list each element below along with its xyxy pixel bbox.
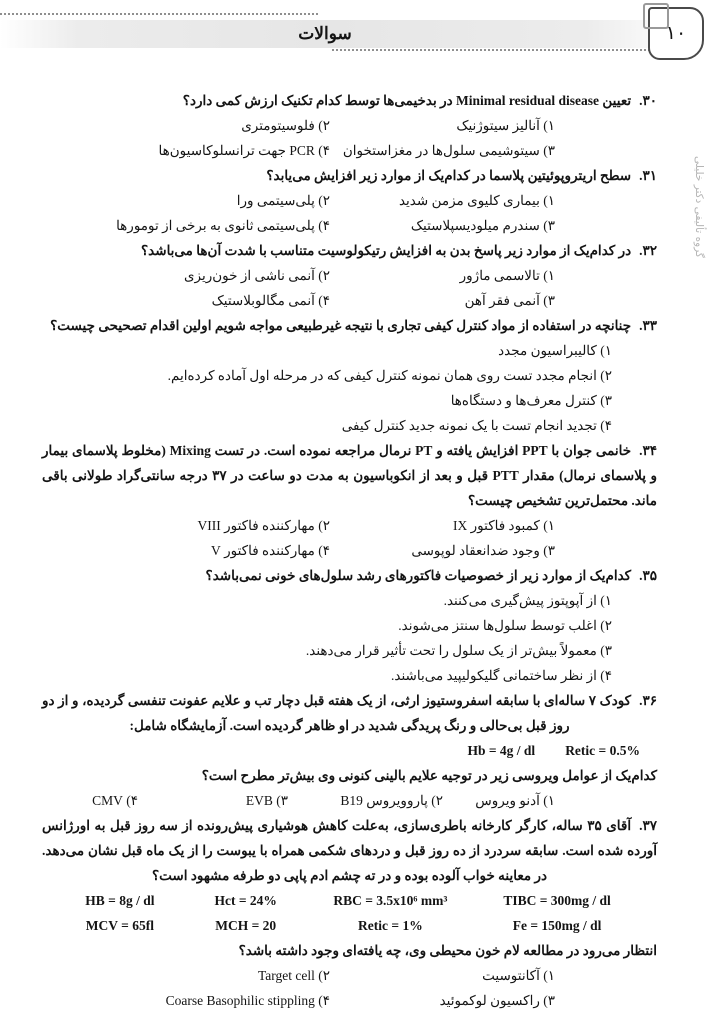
question-stem: ۳۲.در کدام‌یک از موارد زیر پاسخ بدن به افزایش رتیکولوسیت متناسب با شدت آن‌ها می‌باشد؟: [141, 243, 657, 258]
lab-value: RBC = 3.5x10⁶ mm³: [333, 893, 448, 908]
questions-list: [42, 88, 657, 1013]
answer-option: ۳) سیتوشیمی سلول‌ها در مغزاستخوان: [342, 143, 555, 158]
page-title: سوالات: [298, 24, 352, 43]
question-number: ۳۲.: [639, 243, 657, 258]
question-stem-continued: انتظار می‌رود در مطالعه لام خون محیطی وی، چه یافته‌ای وجود داشته باشد؟: [238, 943, 657, 958]
answer-option: ۴) پلی‌سیتمی ثانوی به برخی از تومورها: [116, 218, 330, 233]
answer-option: ۳) معمولاً بیش‌تر از یک سلول را تحت تأثیر قرار می‌دهند.: [305, 643, 612, 658]
options-group: [42, 338, 657, 438]
lab-value: Retic = 1%: [358, 918, 423, 933]
answer-option: ۲) مهارکننده فاکتور VIII: [197, 518, 330, 533]
answer-option: ۱) از آپوپتوز پیش‌گیری می‌کنند.: [443, 593, 612, 608]
header-title-bar: [0, 20, 650, 48]
options-group: [42, 588, 657, 688]
question-block: [42, 238, 657, 313]
question-stem: ۳۰.تعیین Minimal residual disease در بدخیمی‌ها توسط کدام تکنیک ارزش کمی دارد؟: [182, 93, 657, 108]
lab-value: Hct = 24%: [214, 893, 277, 908]
lab-value: Hb = 4g / dl: [467, 743, 536, 758]
page-number: ۱۰: [665, 23, 687, 44]
answer-option: ۲) پلی‌سیتمی ورا: [236, 193, 330, 208]
page-number-badge-square-icon: [643, 3, 669, 29]
question-stem: ۳۶.کودک ۷ ساله‌ای با سابقه اسفروستیوز ارثی، از یک هفته قبل دچار تب و علایم عفونت تنفسی گردیده، و از دو روز قبل بی‌حالی و رنگ پریدگی شدید در او ظاهر گردیده است. آزمایشگاه شامل:: [42, 693, 657, 733]
answer-option: ۱) بیماری کلیوی مزمن شدید: [398, 193, 555, 208]
question-stem: ۳۵.کدام‌یک از موارد زیر از خصوصیات فاکتورهای رشد سلول‌های خونی نمی‌باشد؟: [205, 568, 657, 583]
question-block: [42, 163, 657, 238]
lab-value: TIBC = 300mg / dl: [503, 893, 611, 908]
header-dotted-line-bottom: [332, 49, 650, 51]
answer-option: ۲) پاروویروس B19: [340, 793, 443, 808]
answer-option: ۳) وجود ضدانعقاد لوپوسی: [411, 543, 555, 558]
answer-option: ۳) کنترل معرف‌ها و دستگاه‌ها: [450, 393, 612, 408]
options-group: [42, 513, 657, 563]
question-stem: ۳۴.خانمی جوان با PPT افزایش یافته و PT نرمال مراجعه نموده است. در تست Mixing (مخلوط پلاسمای بیمار و پلاسمای نرمال) مقدار PTT قبل و بعد از انکوباسیون به مدت دو ساعت در ۳۷ درجه سانتی‌گراد طولانی باقی ماند. محتمل‌ترین تشخیص چیست؟: [42, 443, 657, 508]
question-block: [42, 313, 657, 438]
answer-option: ۳) آنمی فقر آهن: [464, 293, 555, 308]
answer-option: ۳) سندرم میلودیسپلاستیک: [410, 218, 555, 233]
question-number: ۳۳.: [639, 318, 657, 333]
answer-option: ۱) آکانتوسیت: [482, 968, 555, 983]
answer-option: ۴) Coarse Basophilic stippling: [165, 993, 330, 1008]
lab-value: MCH = 20: [215, 918, 277, 933]
question-stem: ۳۷.آقای ۳۵ ساله، کارگر کارخانه باطری‌سازی، به‌علت کاهش هوشیاری پیش‌رونده از سه روز قبل به اورژانس آورده شده است. سابقه سردرد از ده روز قبل و دردهای شکمی همراه با یبوست را از یک ماه قبل نشان می‌دهد. در معاینه خواب آلوده بوده و در ته چشم ادم پاپی دو طرفه مشهود است؟: [42, 818, 657, 883]
question-block: [42, 438, 657, 563]
question-stem-continued: کدام‌یک از عوامل ویروسی زیر در توجیه علایم بالینی کنونی وی بیش‌تر مطرح است؟: [201, 768, 657, 783]
options-group: [42, 788, 657, 813]
answer-option: ۱) کمبود فاکتور IX: [453, 518, 555, 533]
answer-option: ۱) آنالیز سیتوژنیک: [456, 118, 555, 133]
answer-option: ۲) فلوسیتومتری: [241, 118, 330, 133]
options-group: [42, 188, 657, 238]
question-number: ۳۷.: [639, 818, 657, 833]
answer-option: ۴) آنمی مگالوبلاستیک: [211, 293, 330, 308]
question-block: [42, 688, 657, 813]
question-number: ۳۴.: [639, 443, 657, 458]
lab-value: Retic = 0.5%: [565, 743, 640, 758]
answer-option: ۴) تجدید انجام تست با یک نمونه جدید کنترل کیفی: [341, 418, 612, 433]
answer-option: ۴) PCR جهت ترانسلوکاسیون‌ها: [158, 143, 330, 158]
answer-option: ۴) مهارکننده فاکتور V: [210, 543, 330, 558]
question-block: [42, 88, 657, 163]
answer-option: ۲) Target cell: [257, 968, 330, 983]
answer-option: ۱) تالاسمی ماژور: [459, 268, 555, 283]
question-block: [42, 563, 657, 688]
question-block: [42, 813, 657, 1013]
options-group: [42, 113, 657, 163]
question-stem: ۳۱.سطح اریتروپوئیتین پلاسما در کدام‌یک از موارد زیر افزایش می‌یابد؟: [266, 168, 657, 183]
answer-option: ۲) اغلب توسط سلول‌ها سنتز می‌شوند.: [398, 618, 612, 633]
lab-values-row: [42, 738, 657, 763]
question-stem: ۳۳.چنانچه در استفاده از مواد کنترل کیفی تجاری با نتیجه غیرطبیعی مواجه شویم اولین اقدام تصحیحی چیست؟: [50, 318, 657, 333]
header-dotted-line-top: [0, 13, 318, 15]
question-number: ۳۶.: [639, 693, 657, 708]
question-number: ۳۱.: [639, 168, 657, 183]
publisher-side-text: گروه تألیفی دکتر خلیلی: [693, 156, 705, 258]
question-number: ۳۰.: [639, 93, 657, 108]
lab-values-grid: [42, 888, 657, 938]
answer-option: ۴) از نظر ساختمانی گلیکولیپید می‌باشند.: [391, 668, 612, 683]
answer-option: ۲) انجام مجدد تست روی همان نمونه کنترل کیفی که در مرحله اول آماده کرده‌ایم.: [167, 368, 612, 383]
question-number: ۳۵.: [639, 568, 657, 583]
answer-option: ۲) آنمی ناشی از خون‌ریزی: [183, 268, 330, 283]
options-group: [42, 963, 657, 1013]
lab-value: HB = 8g / dl: [85, 893, 155, 908]
answer-option: ۱) آدنو ویروس: [475, 793, 555, 808]
options-group: [42, 263, 657, 313]
lab-value: Fe = 150mg / dl: [512, 918, 602, 933]
answer-option: ۱) کالیبراسیون مجدد: [498, 343, 612, 358]
answer-option: ۳) EVB: [245, 793, 288, 808]
answer-option: ۴) CMV: [92, 793, 138, 808]
answer-option: ۳) راکسیون لوکموئید: [439, 993, 555, 1008]
lab-value: MCV = 65fl: [85, 918, 154, 933]
